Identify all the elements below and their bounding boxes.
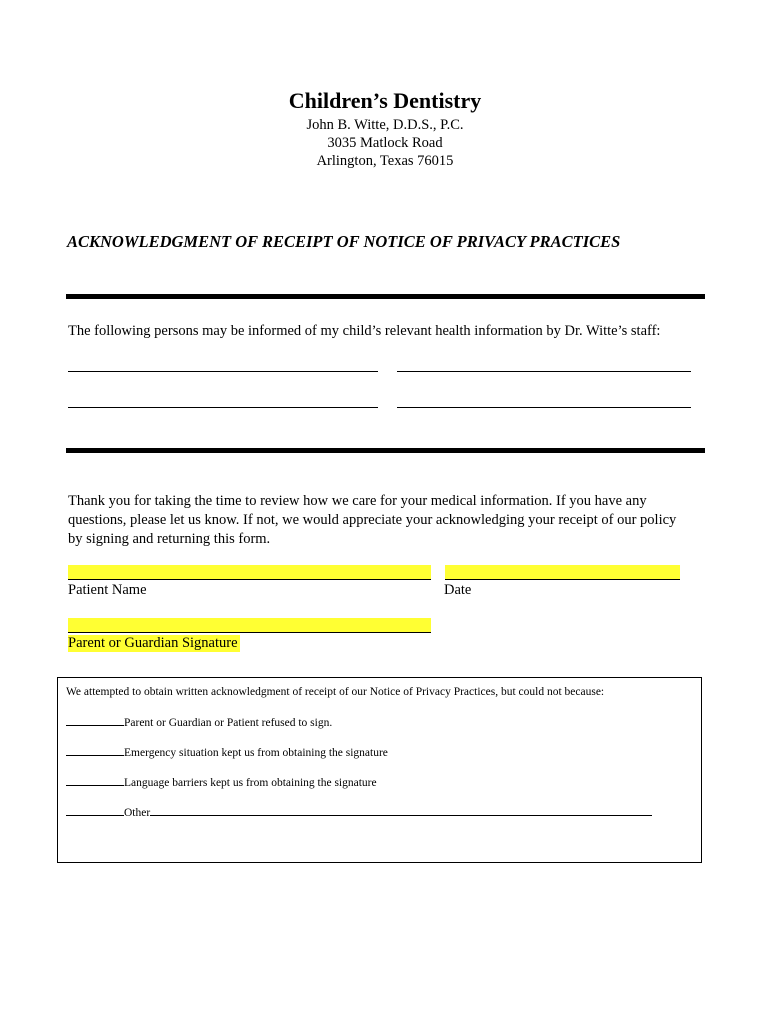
form-title: ACKNOWLEDGMENT OF RECEIPT OF NOTICE OF PRIVACY PRACTICES — [67, 232, 621, 251]
date-label: Date — [444, 582, 472, 598]
city-address: Arlington, Texas 76015 — [316, 153, 454, 169]
informed-persons-text: The following persons may be informed of my child’s relevant health information by Dr. Witte’s staff: — [68, 323, 661, 339]
other-reason-line[interactable] — [150, 806, 652, 816]
doctor-name: John B. Witte, D.D.S., P.C. — [306, 117, 464, 133]
reason-checkbox-language[interactable] — [66, 776, 124, 786]
informed-person-line-2[interactable] — [397, 371, 691, 372]
office-box-intro: We attempted to obtain written acknowledgment of receipt of our Notice of Privacy Practices, but could not because: — [66, 686, 605, 698]
reason-checkbox-refused[interactable] — [66, 716, 124, 726]
reason-option-refused[interactable] — [66, 716, 332, 729]
reason-option-language[interactable] — [66, 776, 377, 789]
thank-you-paragraph: Thank you for taking the time to review how we care for your medical information. If you have any questions, please let us know. If not, we would appreciate your acknowledging your receipt of our policy by signing and returning this form. — [68, 493, 677, 547]
street-address: 3035 Matlock Road — [327, 135, 443, 151]
informed-person-line-4[interactable] — [397, 407, 691, 408]
reason-checkbox-other[interactable] — [66, 806, 124, 816]
reason-label-refused: Parent or Guardian or Patient refused to sign. — [124, 717, 333, 729]
reason-checkbox-emergency[interactable] — [66, 746, 124, 756]
guardian-signature-label: Parent or Guardian Signature — [68, 635, 238, 651]
section-divider-bottom — [66, 448, 705, 453]
guardian-signature-field[interactable] — [68, 618, 431, 633]
patient-name-field[interactable] — [68, 565, 431, 580]
informed-person-line-1[interactable] — [68, 371, 378, 372]
reason-label-emergency: Emergency situation kept us from obtaining the signature — [124, 747, 388, 759]
reason-option-other[interactable] — [66, 806, 652, 819]
informed-person-line-3[interactable] — [68, 407, 378, 408]
date-field[interactable] — [445, 565, 680, 580]
patient-name-label: Patient Name — [68, 582, 147, 598]
reason-option-emergency[interactable] — [66, 746, 388, 759]
practice-name: Children’s Dentistry — [288, 88, 482, 113]
reason-label-other: Other — [124, 807, 151, 819]
reason-label-language: Language barriers kept us from obtaining the signature — [124, 777, 377, 789]
office-use-box — [57, 677, 702, 863]
section-divider-top — [66, 294, 705, 299]
